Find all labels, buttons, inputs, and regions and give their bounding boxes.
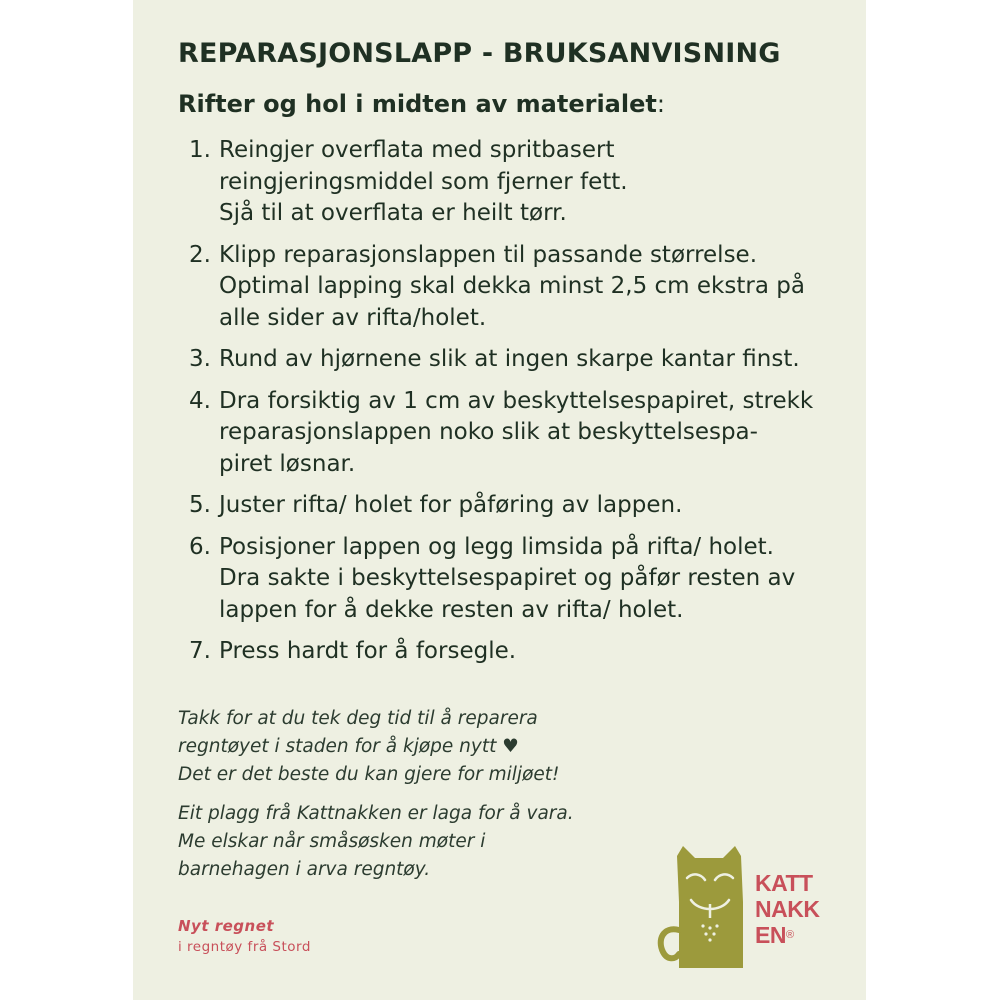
section-heading-text: Rifter og hol i midten av materialet xyxy=(178,90,657,118)
step-line: Klipp reparasjonslappen til passande størrelse. xyxy=(219,241,758,268)
step-text xyxy=(219,135,628,230)
step-line: Press hardt for å forsegle. xyxy=(219,638,517,664)
step-text xyxy=(219,490,682,522)
cat-logo-icon xyxy=(649,842,749,970)
step-line: Dra forsiktig av 1 cm av beskyttelsespapiret, strekk xyxy=(219,387,814,414)
registered-mark: ® xyxy=(785,929,794,941)
step-line: Posisjoner lappen og legg limsida på rifta/ holet. xyxy=(219,533,774,560)
brand-wordmark-line xyxy=(755,922,819,948)
step-line: Rund av hjørnene slik at ingen skarpe kantar finst. xyxy=(219,346,800,372)
thanks-line: Det er det beste du kan gjere for miljøet! xyxy=(178,764,560,785)
step-number: 1. xyxy=(189,137,211,163)
thanks-line: Takk for at du tek deg tid til å reparera xyxy=(178,708,538,729)
step-number: 4. xyxy=(189,387,211,414)
step-number: 3. xyxy=(189,346,211,372)
step-text xyxy=(219,532,795,627)
step-line: reparasjonslappen noko slik at beskyttelsespa- xyxy=(219,419,758,445)
brand-wordmark-end: EN xyxy=(755,922,786,948)
step-item xyxy=(189,135,849,230)
step-line: Optimal lapping skal dekka minst 2,5 cm ekstra på xyxy=(219,273,805,299)
step-number: 6. xyxy=(189,533,211,560)
step-item xyxy=(189,240,849,335)
step-item xyxy=(189,386,849,481)
step-number: 2. xyxy=(189,241,211,268)
brand-wordmark xyxy=(755,870,819,948)
step-line: lappen for å dekke resten av rifta/ holet. xyxy=(219,596,684,623)
quality-line: barnehagen i arva regntøy. xyxy=(178,859,431,880)
step-line: piret løsnar. xyxy=(219,450,356,477)
step-item xyxy=(189,344,849,376)
step-number: 5. xyxy=(189,492,211,518)
step-item xyxy=(189,532,849,627)
section-heading xyxy=(178,90,665,118)
tagline-sub: i regntøy frå Stord xyxy=(178,939,311,955)
step-text xyxy=(219,386,813,481)
brand-wordmark-line: KATT xyxy=(755,870,813,896)
page-title: REPARASJONSLAPP - BRUKSANVISNING xyxy=(178,38,781,69)
step-line: reingjeringsmiddel som fjerner fett. xyxy=(219,168,628,195)
brand-wordmark-line: NAKK xyxy=(755,896,820,922)
step-line: Juster rifta/ holet for påføring av lappen. xyxy=(219,492,683,518)
quality-line: Me elskar når småsøsken møter i xyxy=(178,831,486,852)
steps-list xyxy=(189,135,849,678)
instruction-card xyxy=(133,0,866,1000)
thanks-paragraph xyxy=(178,705,698,789)
step-line: Reingjer overflata med spritbasert xyxy=(219,137,615,163)
step-number: 7. xyxy=(189,638,211,664)
step-line: alle sider av rifta/holet. xyxy=(219,304,487,331)
step-item xyxy=(189,490,849,522)
tagline: Nyt regnet xyxy=(178,917,275,935)
quality-paragraph xyxy=(178,800,698,884)
step-text xyxy=(219,240,805,335)
step-text xyxy=(219,344,800,376)
section-heading-colon: : xyxy=(656,90,665,118)
quality-line: Eit plagg frå Kattnakken er laga for å vara. xyxy=(178,803,574,824)
thanks-line: regntøyet i staden for å kjøpe nytt ♥ xyxy=(178,736,519,757)
step-line: Sjå til at overflata er heilt tørr. xyxy=(219,200,567,226)
step-item xyxy=(189,636,849,668)
step-text xyxy=(219,636,516,668)
step-line: Dra sakte i beskyttelsespapiret og påfør resten av xyxy=(219,565,796,591)
